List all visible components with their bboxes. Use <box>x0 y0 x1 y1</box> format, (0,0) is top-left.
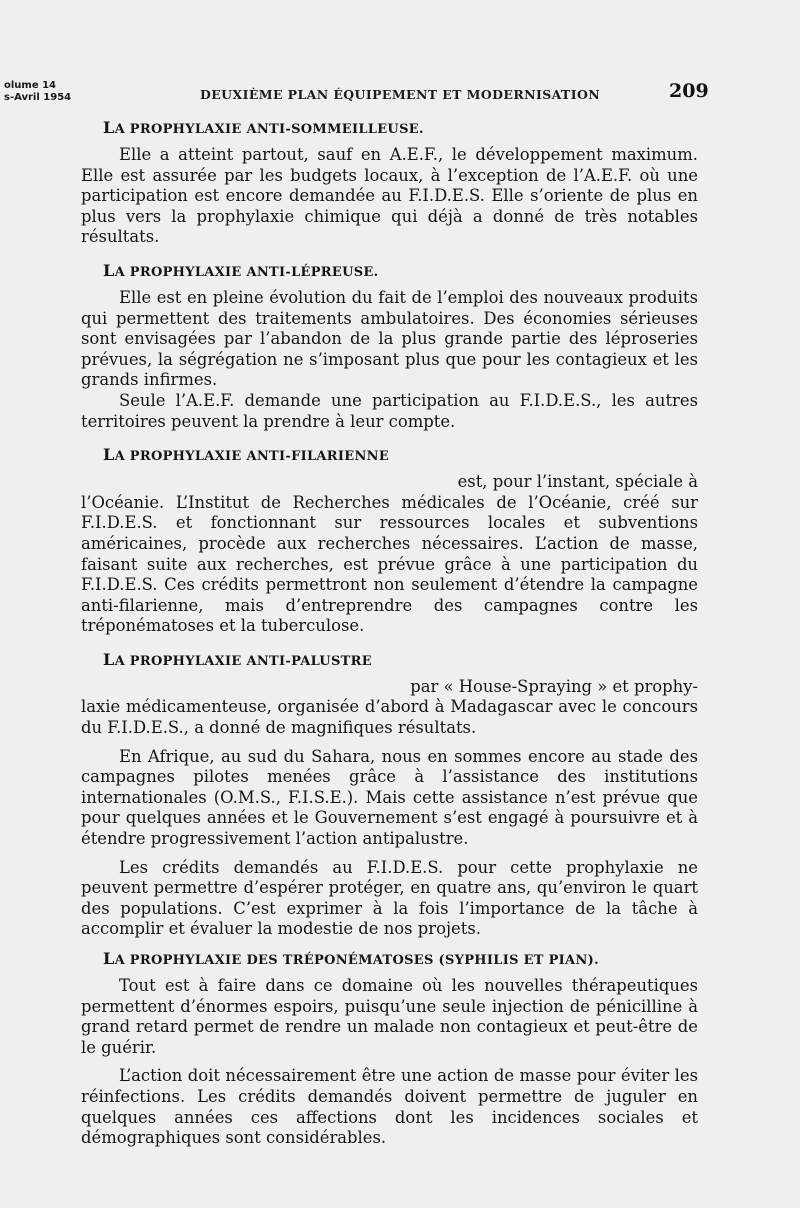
section-heading: LA PROPHYLAXIE ANTI-LÉPREUSE. <box>103 260 379 280</box>
run-in-first-line: est, pour l’instant, spéciale à <box>457 472 698 492</box>
section-gap <box>81 940 698 950</box>
margin-note-volume: olume 14 <box>4 80 57 91</box>
section-heading: LA PROPHYLAXIE ANTI-SOMMEILLEUSE. <box>103 118 424 137</box>
paragraph: Les crédits demandés au F.I.D.E.S. pour cette prophylaxie ne peuvent permettre d’espérer protéger, en quatre ans, qu’environ le quart des populations. C’est exprimer à la fois l’importance de la tâche à accomplir et évaluer la modestie de nos projets. <box>81 857 698 939</box>
section-gap <box>81 637 698 651</box>
paragraph: Seule l’A.E.F. demande une participation au F.I.D.E.S., les autres territoires peuvent la prendre à leur compte. <box>81 390 698 431</box>
section-heading: LA PROPHYLAXIE ANTI-PALUSTRE <box>103 649 372 669</box>
page-number: 209 <box>669 80 709 102</box>
paragraph: L’action doit nécessairement être une action de masse pour éviter les réinfections. Les crédits demandés doivent permettre de juguler en quelques années ces affections dont les incidences sociales et démographiques sont considérables. <box>81 1066 698 1148</box>
paragraph: Elle a atteint partout, sauf en A.E.F., le développement maximum. Elle est assurée par les budgets locaux, à l’exception de l’A.E.F. où une participation est encore demandée au F.I.D.E.S. Elle s’oriente de plus en plus vers la prophylaxie chimique qui déjà a donné de très notables résultats. <box>81 145 698 247</box>
paragraph: laxie médicamenteuse, organisée d’abord à Madagascar avec le concours du F.I.D.E.S., a donné de magnifiques résultats. <box>81 697 698 738</box>
run-in-first-line: par « House-Spraying » et prophy- <box>410 676 698 696</box>
running-title: DEUXIÈME PLAN ÉQUIPEMENT ET MODERNISATION <box>200 87 601 102</box>
margin-note <box>4 80 71 104</box>
paragraph: En Afrique, au sud du Sahara, nous en sommes encore au stade des campagnes pilotes menées grâce à l’assistance des institutions internationales (O.M.S., F.I.S.E.). Mais cette assistance n’est prévue que pour quelques années et le Gouvernement s’est engagé à poursuivre et à étendre progressivement l’action antipalustre. <box>81 746 698 849</box>
section-gap <box>81 248 698 262</box>
paragraph: Tout est à faire dans ce domaine où les nouvelles thérapeutiques permettent d’énormes espoirs, puisqu’une seule injection de pénicilline à grand retard permet de rendre un malade non contagieux et peut-être de le guérir. <box>81 976 698 1057</box>
section-heading: LA PROPHYLAXIE DES TRÉPONÉMATOSES (SYPHILIS ET PIAN). <box>103 949 599 968</box>
paragraph: Elle est en pleine évolution du fait de l’emploi des nouveaux produits qui permettent des traitements ambulatoires. Des économies sérieuses sont envisagées par l’abandon de la plus grande partie des léproseries prévues, la ségrégation ne s’imposant plus que pour les contagieux et les grands infirmes. <box>81 287 698 390</box>
margin-note-date: s-Avril 1954 <box>4 92 72 103</box>
page-body <box>81 119 698 1149</box>
section-gap <box>81 432 698 446</box>
section-heading: LA PROPHYLAXIE ANTI-FILARIENNE <box>103 445 390 465</box>
paragraph: l’Océanie. L’Institut de Recherches médicales de l’Océanie, créé sur F.I.D.E.S. et fonctionnant sur ressources locales et subventions américaines, procède aux recherches nécessaires. L’action de masse, faisant suite aux recherches, est prévue grâce à une participation du F.I.D.E.S. Ces crédits permettront non seulement d’étendre la campagne anti-filarienne, mais d’entreprendre des campagnes contre les tréponématoses et la tuberculose. <box>81 492 698 636</box>
